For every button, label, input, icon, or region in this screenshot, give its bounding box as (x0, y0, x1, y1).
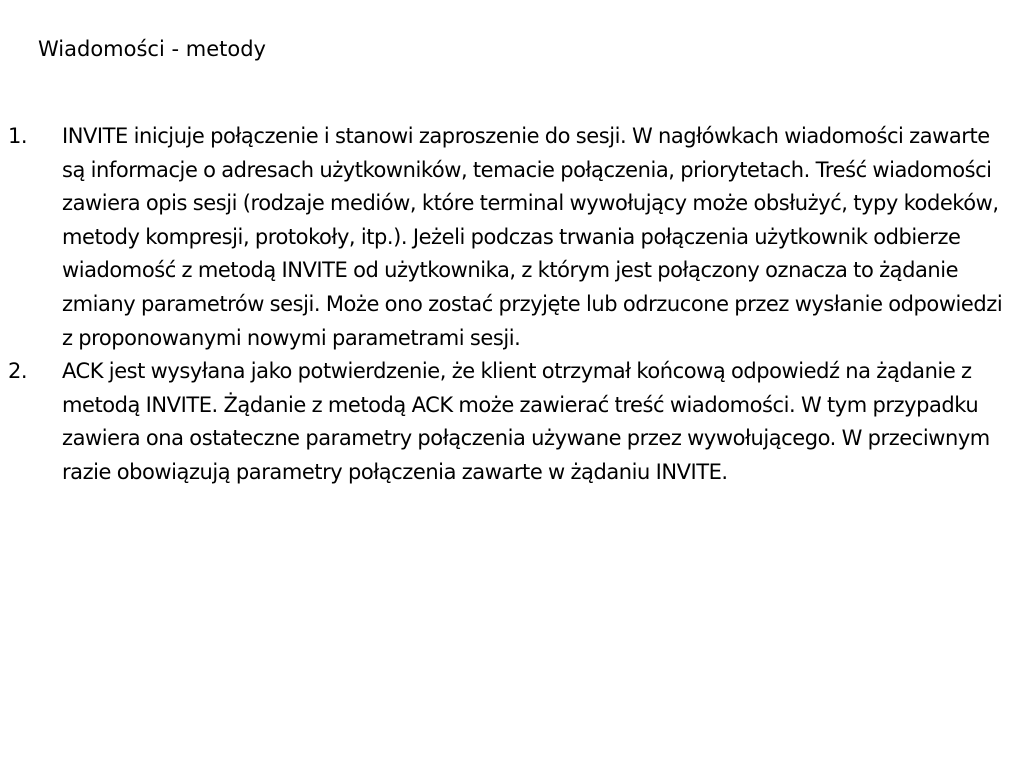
list-item-number: 1. (8, 124, 28, 148)
list-item-text: INVITE inicjuje połączenie i stanowi zaproszenie do sesji. W nagłówkach wiadomości zawarte są informacje o adresach użytkowników, temacie połączenia, priorytetach. Treść wiadomości zawiera opis sesji (rodzaje mediów, które terminal wywołujący może obsłużyć, typy kodeków, metody kompresji, protokoły, itp.). Jeżeli podczas trwania połączenia użytkownik odbierze wiadomość z metodą INVITE od użytkownika, z którym jest połączony oznacza to żądanie zmiany parametrów sesji. Może ono zostać przyjęte lub odrzucone przez wysłanie odpowiedzi z proponowanymi nowymi parametrami sesji. (62, 124, 1003, 350)
list-item-number: 2. (8, 359, 28, 384)
list-item-invite (0, 120, 1010, 355)
slide-title: Wiadomości - metody (38, 37, 266, 61)
list-item-ack (0, 355, 1010, 489)
methods-list (0, 120, 1010, 490)
list-item-text: ACK jest wysyłana jako potwierdzenie, że klient otrzymał końcową odpowiedź na żądanie z metodą INVITE. Żądanie z metodą ACK może zawierać treść wiadomości. W tym przypadku zawiera ona ostateczne parametry połączenia używane przez wywołującego. W przeciwnym razie obowiązują parametry połączenia zawarte w żądaniu INVITE. (62, 359, 990, 484)
